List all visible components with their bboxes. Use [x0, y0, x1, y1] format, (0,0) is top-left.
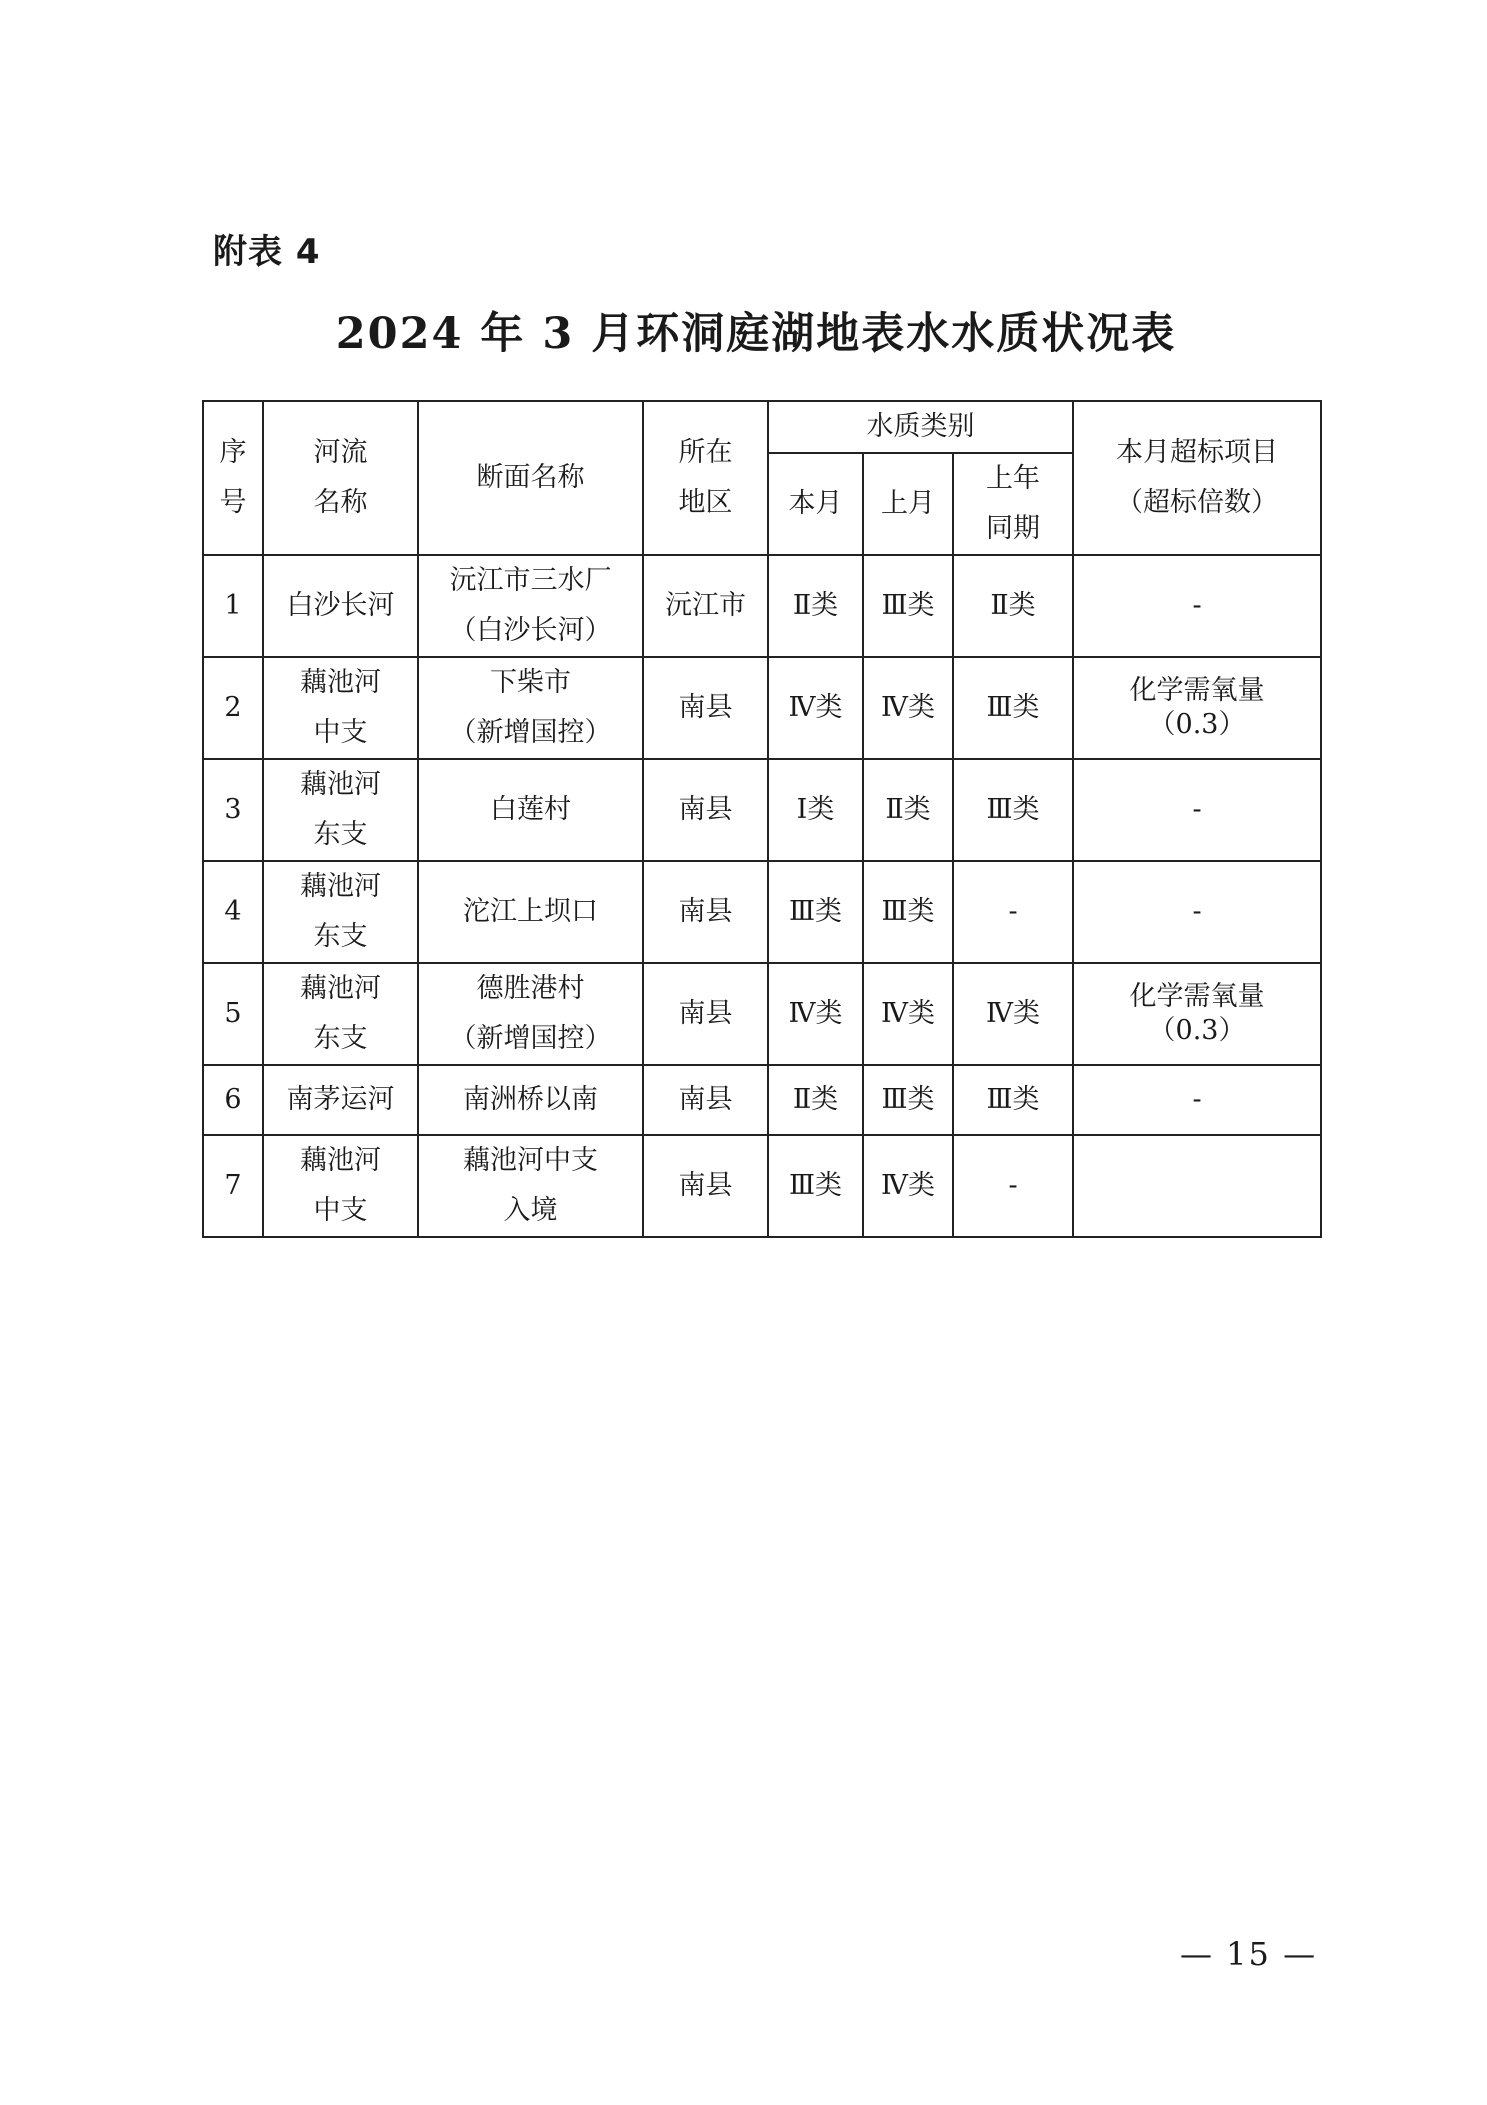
- cell-index: 6: [203, 1065, 263, 1135]
- cell-index: 1: [203, 555, 263, 657]
- cell-last-month: Ⅲ类: [863, 555, 953, 657]
- cell-last-month: Ⅲ类: [863, 1065, 953, 1135]
- cell-last-month: Ⅳ类: [863, 963, 953, 1065]
- cell-this-month: Ⅳ类: [768, 657, 863, 759]
- cell-last-month: Ⅳ类: [863, 1135, 953, 1237]
- cell-last-year: -: [953, 1135, 1073, 1237]
- cell-last-month: Ⅲ类: [863, 861, 953, 963]
- cell-river: 白沙长河: [263, 555, 418, 657]
- header-quality-group: 水质类别: [768, 401, 1073, 453]
- cell-this-month: Ⅲ类: [768, 1135, 863, 1237]
- cell-section: 沅江市三水厂 （白沙长河）: [418, 555, 643, 657]
- cell-index: 4: [203, 861, 263, 963]
- cell-this-month: Ⅳ类: [768, 963, 863, 1065]
- cell-river: 藕池河 中支: [263, 1135, 418, 1237]
- table-row: [203, 555, 1321, 657]
- table-row: [203, 861, 1321, 963]
- header-region: 所在 地区: [643, 401, 768, 555]
- cell-region: 南县: [643, 1065, 768, 1135]
- cell-river: 藕池河 东支: [263, 759, 418, 861]
- cell-section: 南洲桥以南: [418, 1065, 643, 1135]
- cell-exceed: [1073, 1135, 1321, 1237]
- header-index: 序 号: [203, 401, 263, 555]
- header-section: 断面名称: [418, 401, 643, 555]
- cell-section: 下柴市 （新增国控）: [418, 657, 643, 759]
- cell-index: 3: [203, 759, 263, 861]
- cell-region: 南县: [643, 657, 768, 759]
- cell-last-month: Ⅱ类: [863, 759, 953, 861]
- table-row: [203, 1135, 1321, 1237]
- cell-last-month: Ⅳ类: [863, 657, 953, 759]
- header-exceed: 本月超标项目 （超标倍数）: [1073, 401, 1321, 555]
- cell-index: 2: [203, 657, 263, 759]
- table-row: [203, 657, 1321, 759]
- cell-section: 藕池河中支 入境: [418, 1135, 643, 1237]
- cell-last-year: -: [953, 861, 1073, 963]
- cell-index: 5: [203, 963, 263, 1065]
- cell-region: 南县: [643, 1135, 768, 1237]
- appendix-label: 附表 4: [213, 232, 321, 272]
- cell-river: 藕池河 东支: [263, 963, 418, 1065]
- cell-river: 藕池河 中支: [263, 657, 418, 759]
- header-river: 河流 名称: [263, 401, 418, 555]
- water-quality-table: [202, 400, 1322, 1238]
- cell-exceed: -: [1073, 759, 1321, 861]
- table-row: [203, 1065, 1321, 1135]
- cell-last-year: Ⅲ类: [953, 759, 1073, 861]
- cell-section: 德胜港村 （新增国控）: [418, 963, 643, 1065]
- cell-this-month: Ⅱ类: [768, 1065, 863, 1135]
- cell-last-year: Ⅱ类: [953, 555, 1073, 657]
- cell-region: 南县: [643, 861, 768, 963]
- cell-last-year: Ⅲ类: [953, 1065, 1073, 1135]
- cell-section: 白莲村: [418, 759, 643, 861]
- cell-region: 南县: [643, 963, 768, 1065]
- cell-index: 7: [203, 1135, 263, 1237]
- cell-region: 沅江市: [643, 555, 768, 657]
- cell-exceed: -: [1073, 1065, 1321, 1135]
- page-title: 2024 年 3 月环洞庭湖地表水水质状况表: [335, 309, 1177, 359]
- cell-this-month: Ⅲ类: [768, 861, 863, 963]
- cell-this-month: Ⅰ类: [768, 759, 863, 861]
- cell-last-year: Ⅲ类: [953, 657, 1073, 759]
- cell-exceed: -: [1073, 861, 1321, 963]
- header-last-month: 上月: [863, 453, 953, 555]
- cell-exceed: 化学需氧量 （0.3）: [1073, 963, 1321, 1065]
- header-last-year: 上年 同期: [953, 453, 1073, 555]
- table-row: [203, 963, 1321, 1065]
- table-row: [203, 759, 1321, 861]
- page-number: — 15 —: [1180, 1935, 1318, 1973]
- cell-exceed: 化学需氧量 （0.3）: [1073, 657, 1321, 759]
- cell-last-year: Ⅳ类: [953, 963, 1073, 1065]
- cell-this-month: Ⅱ类: [768, 555, 863, 657]
- cell-region: 南县: [643, 759, 768, 861]
- cell-river: 南茅运河: [263, 1065, 418, 1135]
- cell-section: 沱江上坝口: [418, 861, 643, 963]
- cell-exceed: -: [1073, 555, 1321, 657]
- cell-river: 藕池河 东支: [263, 861, 418, 963]
- header-this-month: 本月: [768, 453, 863, 555]
